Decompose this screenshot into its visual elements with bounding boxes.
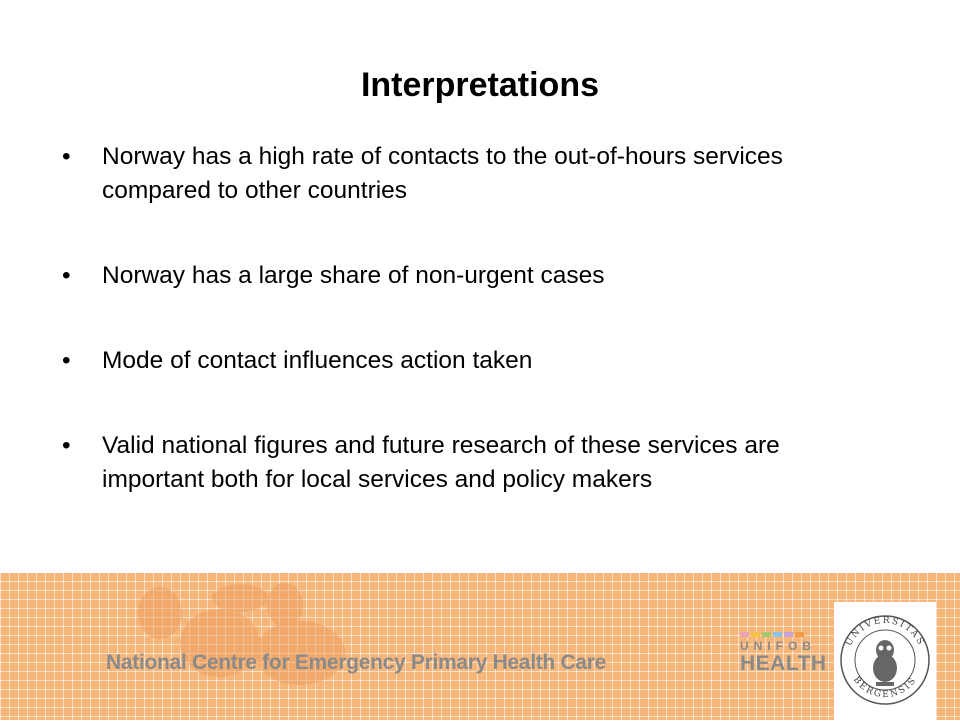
unifob-color-bar (740, 632, 824, 637)
unifob-health-logo (740, 632, 827, 675)
svg-text:UNIVERSITAS: UNIVERSITAS (844, 615, 926, 648)
unifob-name: UNIFOB (740, 639, 816, 653)
bullet-item (62, 259, 842, 293)
bullet-text: Norway has a high rate of contacts to the out-of-hours services compared to other countries (102, 143, 783, 204)
bullet-text: Mode of contact influences action taken (102, 347, 533, 374)
bullet-text: Valid national figures and future research of these services are important both for local services and policy makers (102, 432, 780, 493)
bullet-list (62, 140, 842, 548)
svg-text:BERGENSIS: BERGENSIS (850, 675, 920, 701)
bullet-text: Norway has a large share of non-urgent cases (102, 262, 605, 289)
bullet-mark: • (62, 432, 71, 459)
bullet-item (62, 140, 842, 208)
bullet-mark: • (62, 347, 71, 374)
bullet-mark: • (62, 262, 71, 289)
university-seal (834, 602, 936, 720)
bullet-item (62, 344, 842, 378)
bullet-mark: • (62, 143, 71, 170)
university-seal-icon (834, 602, 936, 720)
organization-name: National Centre for Emergency Primary Health Care (106, 651, 606, 674)
slide-title: Interpretations (360, 66, 600, 104)
bullet-item (62, 429, 842, 497)
unifob-health: HEALTH (740, 652, 827, 675)
